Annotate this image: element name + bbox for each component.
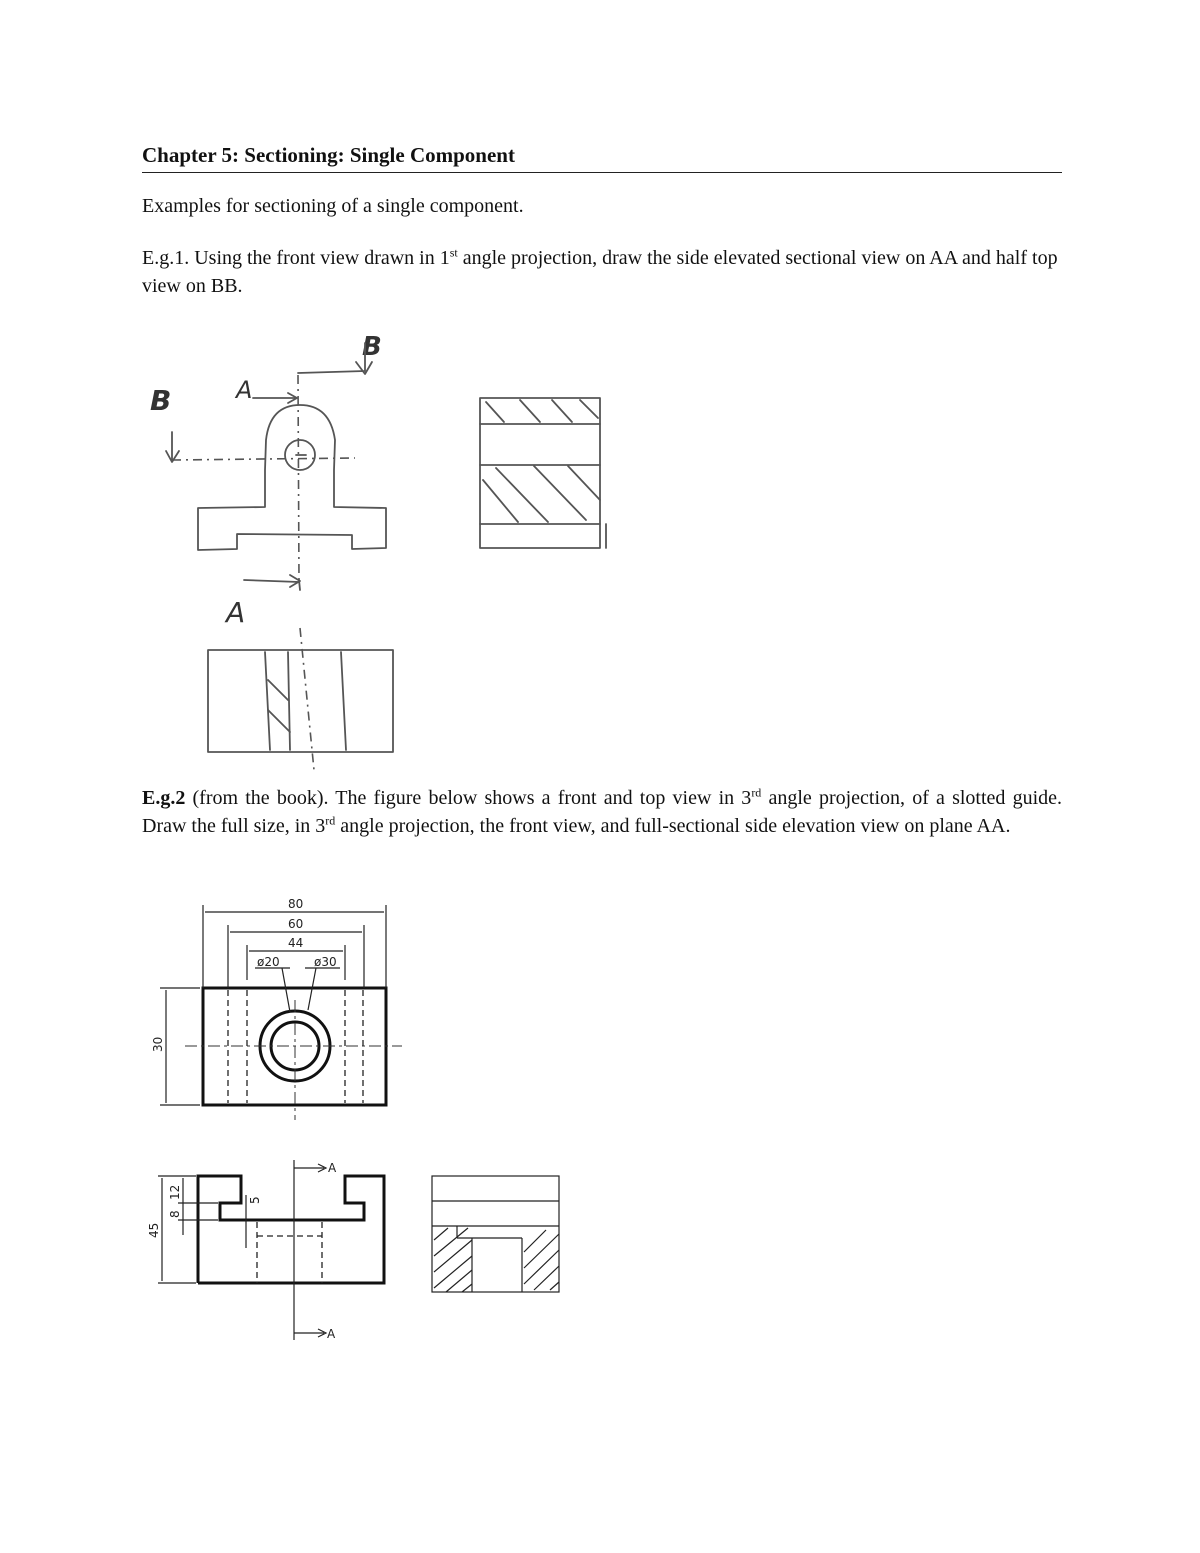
label-b-top: B [362, 332, 382, 362]
label-a-bottom-2: A [327, 1327, 336, 1341]
eg2-text2: angle projection, of a slotted guide. Draw the full size, in 3 [142, 787, 1063, 837]
label-a-top-2: A [328, 1161, 337, 1175]
dim-80: 80 [288, 897, 304, 911]
dim-phi30: ø30 [314, 955, 337, 969]
dim-8: 8 [168, 1210, 182, 1218]
label-a-bottom: A [226, 596, 246, 629]
eg1-prefix: E.g.1. Using the front view drawn in 1 [142, 247, 450, 269]
eg2-sup1: rd [751, 785, 762, 800]
eg2-sup2: rd [325, 813, 336, 828]
label-b-left: B [150, 384, 172, 417]
eg1-sup: st [449, 245, 458, 260]
dim-12: 12 [168, 1184, 182, 1200]
dim-phi20: ø20 [257, 955, 280, 969]
eg2-label: E.g.2 [142, 787, 186, 809]
intro-paragraph: Examples for sectioning of a single component. [142, 195, 524, 217]
dim-30: 30 [151, 1036, 165, 1052]
eg2-text1: (from the book). The figure below shows a front and top view in 3 [185, 787, 752, 809]
eg1-rest: angle projection, draw the side elevated sectional view on AA and half top view on BB. [142, 247, 1058, 297]
eg2-text3: angle projection, the front view, and full-sectional side elevation view on plane AA. [335, 815, 1011, 837]
label-a-top: A [236, 376, 253, 404]
dim-5: 5 [248, 1196, 262, 1204]
dim-60: 60 [288, 917, 304, 931]
dim-44: 44 [288, 936, 304, 950]
dim-45: 45 [147, 1222, 161, 1238]
page-title: Chapter 5: Sectioning: Single Component [142, 143, 515, 167]
